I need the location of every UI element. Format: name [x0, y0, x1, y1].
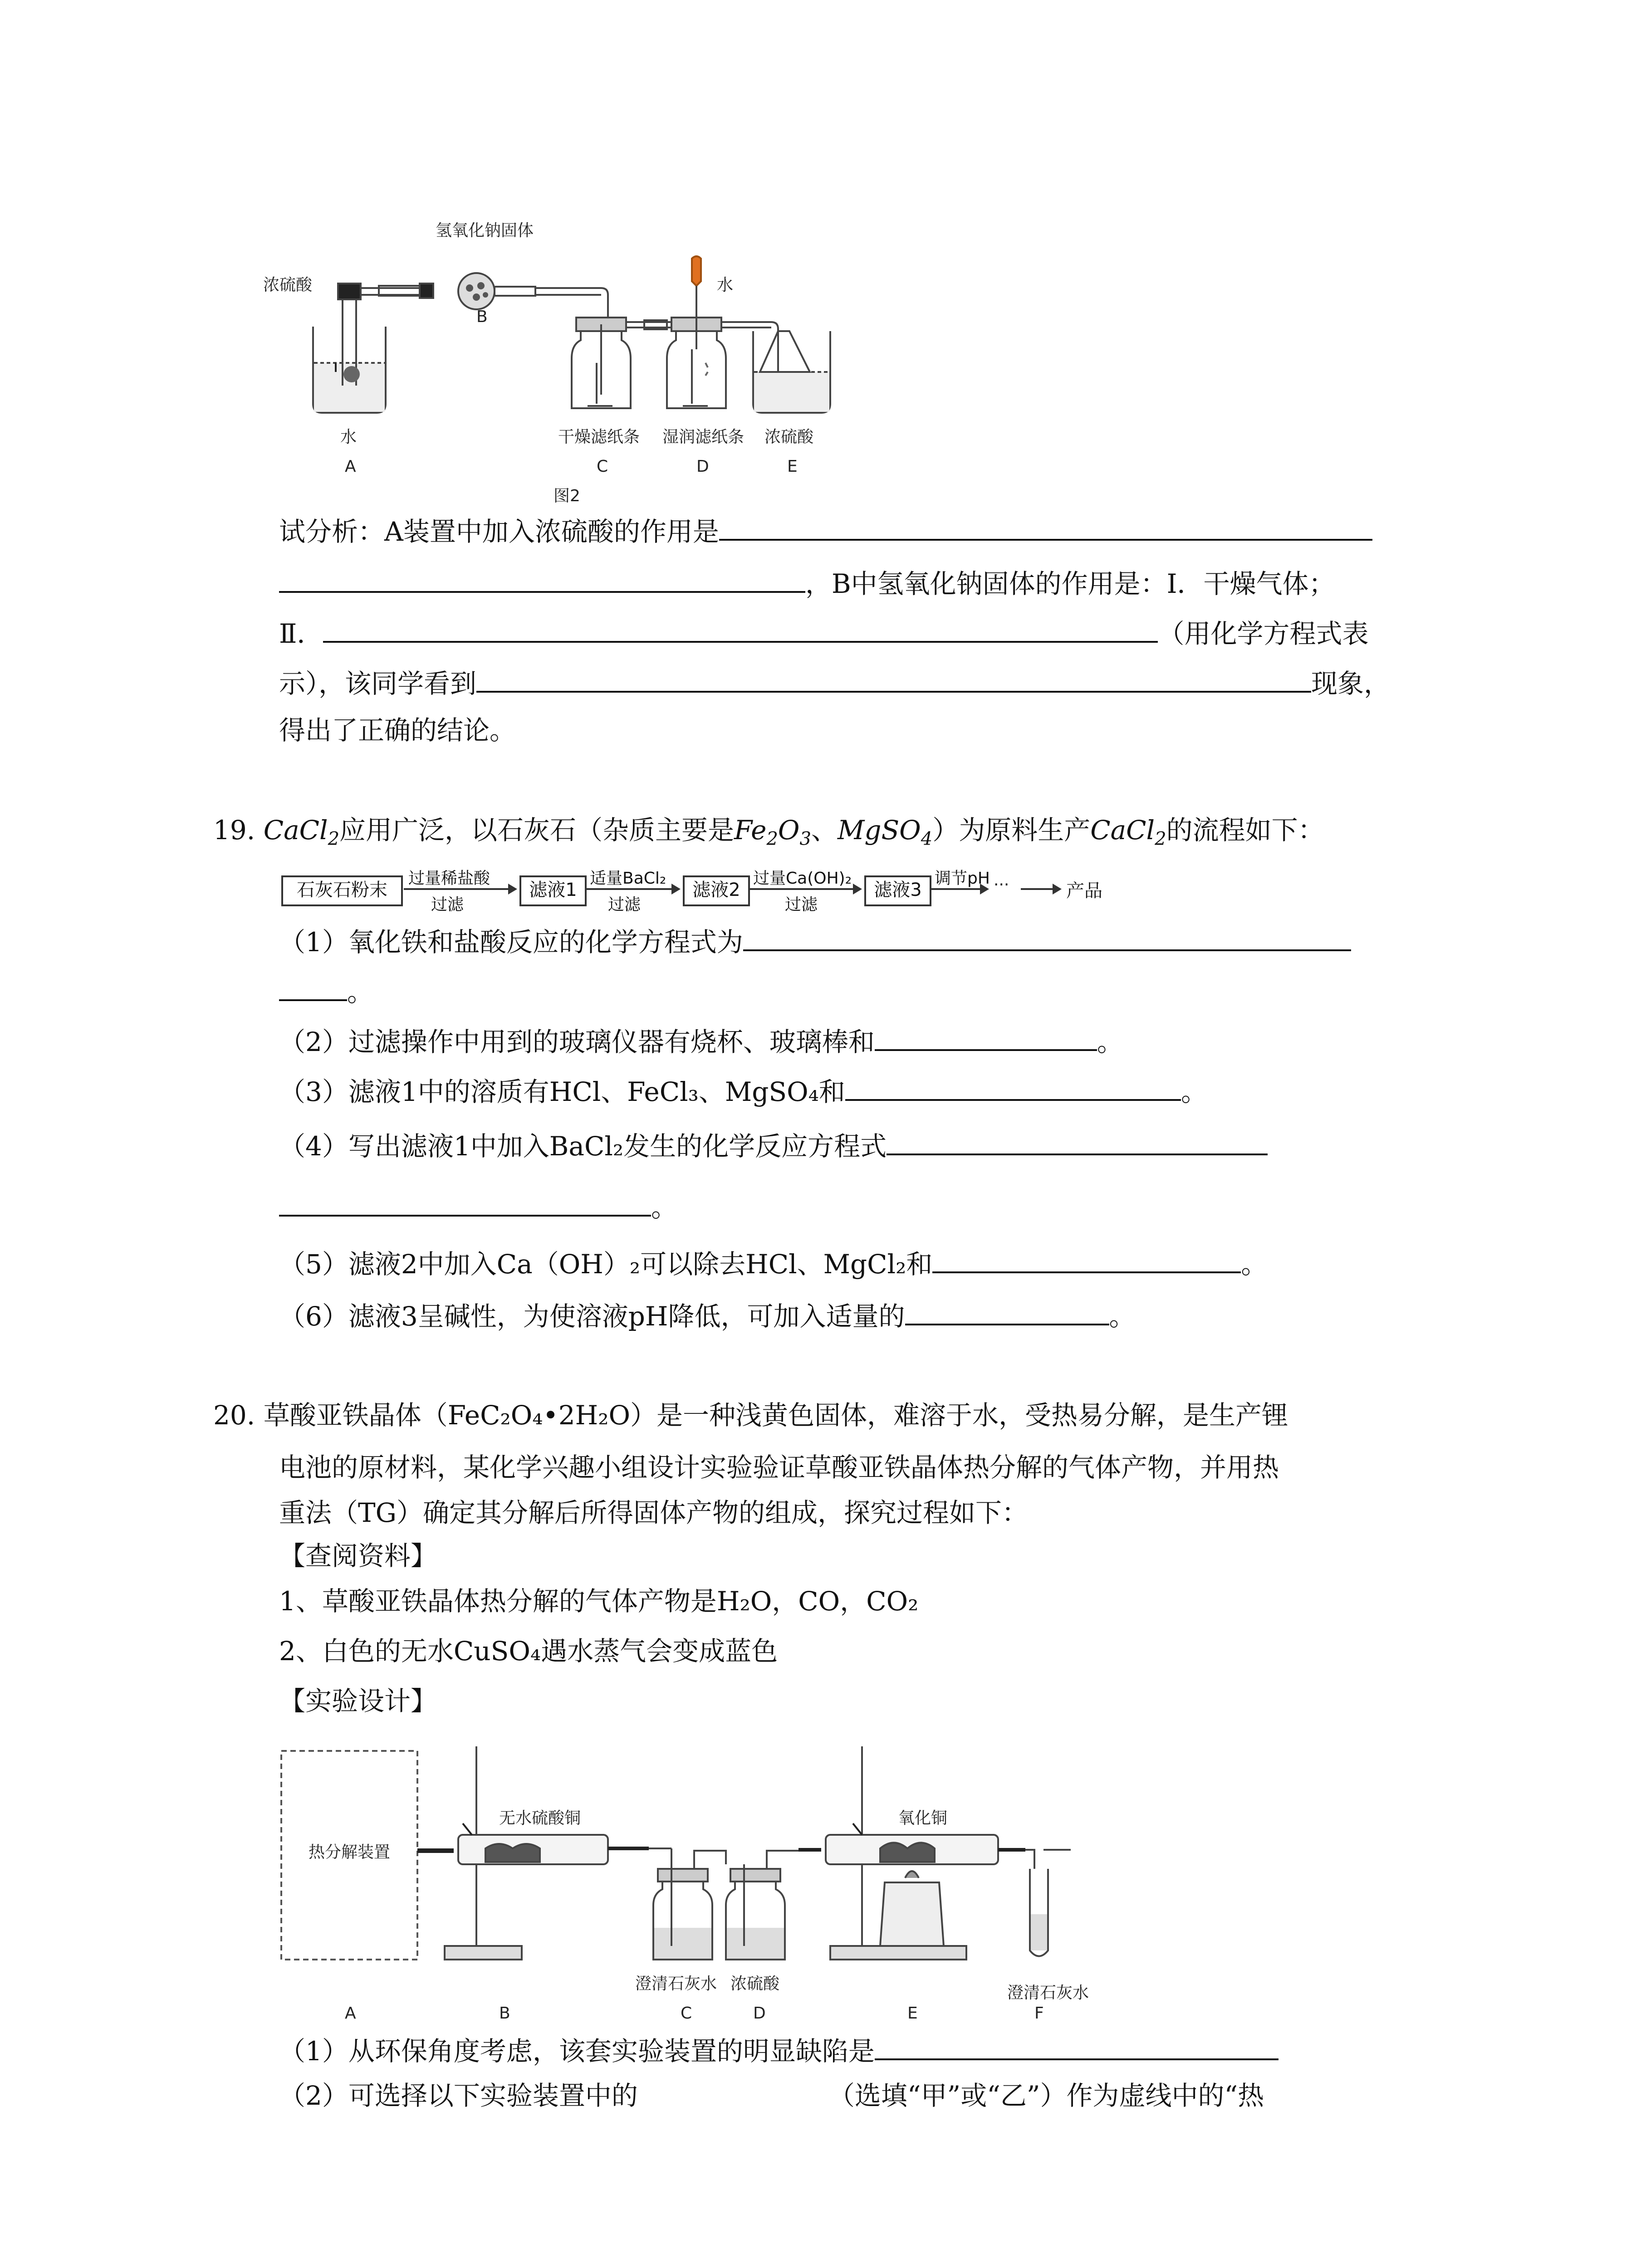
letter-e: E [907, 2004, 918, 2023]
label-lime-f: 澄清石灰水 [1007, 1984, 1089, 2002]
answer-blank[interactable] [279, 565, 805, 593]
q19-part2: （2）过滤操作中用到的玻璃仪器有烧杯、玻璃棒和 。 [279, 1023, 1123, 1060]
flow-product: 产品 [1066, 880, 1102, 901]
answer-blank[interactable] [887, 1127, 1268, 1155]
q20-heading-info: 【查阅资料】 [279, 1540, 437, 1571]
question-number: 19. [213, 815, 255, 846]
apparatus-c [649, 1848, 726, 1960]
q20-line2: 电池的原材料，某化学兴趣小组设计实验验证草酸亚铁晶体热分解的气体产物，并用热 [279, 1452, 1279, 1483]
flow-reagent-1: 过量稀盐酸 [408, 869, 490, 888]
label-cuo: 氧化铜 [898, 1809, 948, 1828]
answer-blank[interactable] [743, 923, 1351, 951]
q20-info-2: 2、白色的无水CuSO₄遇水蒸气会变成蓝色 [279, 1636, 778, 1667]
q18-line1: 试分析：A装置中加入浓硫酸的作用是 [279, 513, 1372, 550]
apparatus-a [313, 284, 426, 413]
flow-step-3: 过滤 [785, 895, 818, 914]
answer-blank[interactable] [932, 1245, 1241, 1273]
q18-line2: ，B中氢氧化钠固体的作用是：Ⅰ．干燥气体； [279, 565, 1335, 602]
question-number: 20. [213, 1400, 255, 1431]
figure-q20-apparatus [272, 1733, 1125, 2023]
letter-d: D [696, 457, 709, 476]
letter-a: A [345, 457, 356, 476]
apparatus-e [753, 331, 830, 413]
letter-c: C [681, 2004, 692, 2023]
apparatus-b [379, 273, 608, 318]
q19-part4-cont: 。 [279, 1188, 677, 1226]
answer-blank[interactable] [875, 1023, 1097, 1051]
letter-d: D [753, 2004, 766, 2023]
q19-stem: 19. CaCl$_2$应用广泛，以石灰石（杂质主要是$Fe_2O_3$、MgSO$_4$）为原料生产CaCl$_2$的流程如下： [213, 815, 1324, 850]
q18-line3: Ⅱ． （用化学方程式表 [279, 615, 1368, 652]
figure-2-apparatus [263, 213, 862, 531]
flow-ellipsis: ··· [994, 875, 1009, 894]
flow-box-filtrate3: 滤液3 [864, 875, 931, 906]
answer-blank[interactable] [476, 665, 1311, 693]
label-water-a: 水 [340, 428, 357, 446]
label-d: 湿润滤纸条 [662, 428, 745, 446]
q19-part1: （1）氧化铁和盐酸反应的化学方程式为 [279, 923, 1351, 960]
answer-blank[interactable] [905, 1297, 1109, 1325]
label-h2so4-top: 浓硫酸 [263, 276, 313, 294]
q20-part1: （1）从环保角度考虑，该套实验装置的明显缺陷是 [279, 2032, 1279, 2069]
flow-reagent-4: 调节pH [935, 869, 990, 888]
answer-blank[interactable] [875, 2032, 1279, 2060]
label-e: 浓硫酸 [764, 428, 814, 446]
q20-line3: 重法（TG）确定其分解后所得固体产物的组成，探究过程如下： [279, 1497, 1029, 1528]
figure-caption: 图2 [554, 487, 580, 505]
label-thermal: 热分解装置 [309, 1843, 391, 1862]
label-acid-d: 浓硫酸 [730, 1975, 780, 1993]
flow-step-2: 过滤 [608, 895, 641, 914]
letter-f: F [1034, 2004, 1044, 2023]
label-water-drop: 水 [717, 276, 734, 294]
letter-c: C [597, 457, 608, 476]
answer-blank[interactable] [323, 615, 1158, 643]
q19-part6: （6）滤液3呈碱性，为使溶液pH降低，可加入适量的 。 [279, 1297, 1136, 1334]
letter-b: B [476, 308, 488, 326]
label-cuso4: 无水硫酸铜 [499, 1809, 581, 1828]
q20-heading-design: 【实验设计】 [279, 1686, 437, 1716]
apparatus-e [826, 1746, 1025, 1960]
flow-reagent-2: 适量BaCl₂ [590, 869, 666, 888]
label-c: 干燥滤纸条 [558, 428, 640, 446]
flow-box-limestone: 石灰石粉末 [281, 875, 403, 906]
flow-reagent-3: 过量Ca(OH)₂ [753, 869, 852, 888]
answer-blank[interactable] [845, 1073, 1181, 1101]
flow-box-filtrate2: 滤液2 [683, 875, 750, 906]
apparatus-c [572, 318, 685, 408]
answer-blank[interactable] [279, 1188, 651, 1217]
flow-box-filtrate1: 滤液1 [519, 875, 587, 906]
flow-step-1: 过滤 [431, 895, 464, 914]
q19-flowchart [281, 862, 1189, 925]
answer-blank[interactable] [719, 513, 1372, 541]
label-naoh: 氢氧化钠固体 [436, 221, 534, 240]
apparatus-d [726, 1850, 821, 1960]
apparatus-f [1025, 1850, 1071, 1956]
q19-part5: （5）滤液2中加入Ca（OH）₂可以除去HCl、MgCl₂和 。 [279, 1245, 1267, 1282]
q20-info-1: 1、草酸亚铁晶体热分解的气体产物是H₂O，CO，CO₂ [279, 1586, 919, 1617]
answer-blank[interactable] [279, 973, 347, 1001]
apparatus-b [445, 1746, 649, 1960]
label-lime-c: 澄清石灰水 [635, 1975, 717, 1993]
letter-a: A [345, 2004, 356, 2023]
q19-part4: （4）写出滤液1中加入BaCl₂发生的化学反应方程式 [279, 1127, 1268, 1164]
q18-line5: 得出了正确的结论。 [279, 715, 516, 746]
letter-b: B [499, 2004, 510, 2023]
q19-part3: （3）滤液1中的溶质有HCl、FeCl₃、MgSO₄和 。 [279, 1073, 1207, 1110]
q20-line1: 20. 草酸亚铁晶体（FeC₂O₄•2H₂O）是一种浅黄色固体，难溶于水，受热易分解，是生产锂 [213, 1400, 1288, 1431]
q20-part2: （2）可选择以下实验装置中的 （选填“甲”或“乙”）作为虚线中的“热 [279, 2080, 1264, 2111]
q18-line4: 示），该同学看到 现象， [279, 665, 1390, 702]
letter-e: E [787, 457, 798, 476]
q19-part1-cont: 。 [279, 973, 373, 1010]
